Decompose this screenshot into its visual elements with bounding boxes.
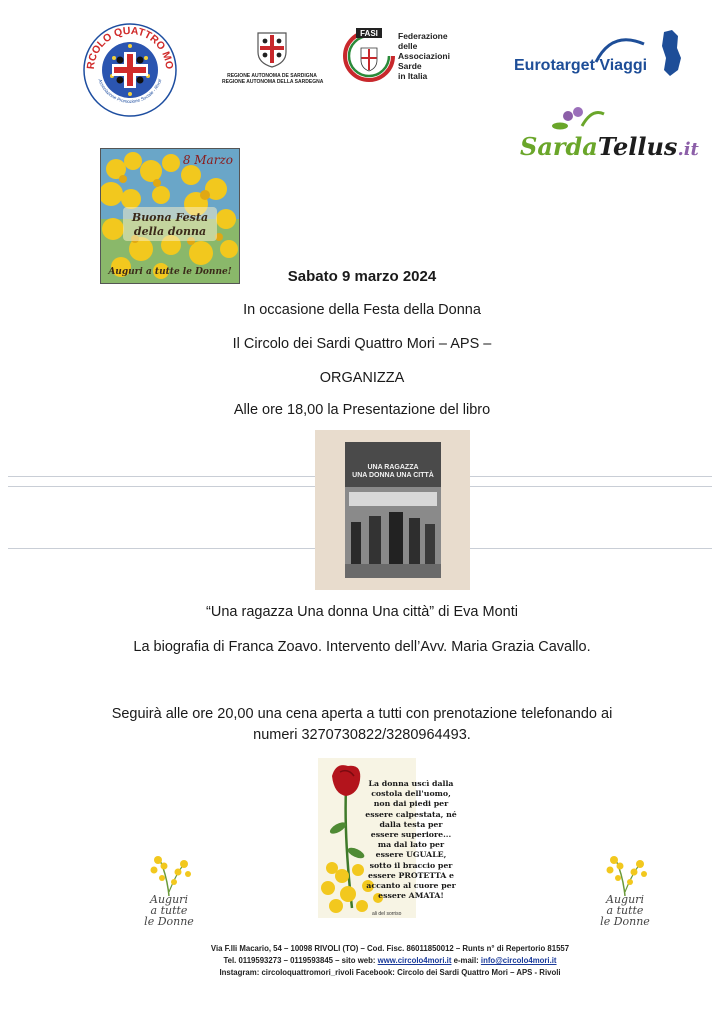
email-link[interactable]: info@circolo4mori.it: [480, 956, 557, 965]
book-cover-line: UNA RAGAZZA: [367, 464, 419, 471]
event-organizer: Il Circolo dei Sardi Quattro Mori – APS –: [232, 336, 492, 352]
quote-line: essere UGUALE,: [375, 850, 447, 860]
dinner-line-1: Seguirà alle ore 20,00 una cena aperta a tutti con prenotazione telefonando ai: [111, 706, 613, 722]
event-date: Sabato 9 marzo 2024: [287, 268, 437, 285]
eurotarget-name: Eurotarget Viaggi: [514, 57, 648, 74]
quote-line: accanto al cuore per: [366, 881, 456, 891]
fasi-text-line: Associazioni: [398, 51, 450, 61]
sardatellus-part2: Tellus: [597, 132, 678, 161]
mimosa-branch-icon: [590, 852, 660, 896]
book-cover-image: [315, 430, 470, 590]
quote-line: essere PROTETTA e: [368, 870, 454, 880]
circolo-sub-text: Associazione Promozione Sociale - Rivoli: [97, 78, 163, 104]
quote-line: La donna uscì dalla: [368, 779, 454, 788]
quote-line: essere AMATA!: [378, 891, 444, 901]
fasi-emblem-icon: [343, 26, 395, 82]
mimosa-caption-line: a tutte: [606, 904, 644, 917]
circolo-logo-emblem: [80, 20, 180, 120]
mimosa-side-left: [134, 852, 204, 932]
card-title-line: Buona Festa: [131, 211, 209, 224]
quote-line: sotto il braccio per: [369, 860, 453, 870]
event-organizza: ORGANIZZA: [319, 370, 405, 386]
mimosa-caption-line: Auguri: [150, 893, 188, 906]
sardatellus-name: [520, 132, 699, 161]
mimosa-side-right: [590, 852, 660, 932]
fasi-badge-text: FASI: [360, 29, 378, 38]
footer-contacts: [180, 956, 600, 965]
fasi-text-line: Federazione: [398, 31, 448, 41]
quote-text: [365, 779, 457, 901]
regione-crest-icon: [255, 30, 289, 68]
card-date: 8 Marzo: [182, 153, 233, 167]
sardatellus-part3: .it: [677, 139, 699, 160]
footer-social: Instagram: circoloquattromori_rivoli Facebook: Circolo dei Sardi Quattro Mori – APS - Rivoli: [219, 968, 561, 977]
footer-address: Via F.lli Macario, 54 – 10098 RIVOLI (TO) – Cod. Fisc. 86011850012 – Runts n° di Repertorio 81557: [210, 944, 570, 953]
quote-line: essere superiore...: [370, 830, 452, 840]
fasi-text-line: Sarde: [398, 61, 422, 71]
quote-line: dalla testa per: [379, 819, 443, 829]
eurotarget-arc-icon: [512, 26, 692, 84]
mimosa-caption-line: le Donne: [144, 915, 194, 928]
quote-signature: ali del sorriso: [372, 911, 402, 917]
footer-email-label: e-mail:: [451, 956, 481, 965]
book-cover-title: [345, 464, 441, 480]
book-bio-line: La biografia di Franca Zoavo. Intervento dell’Avv. Maria Grazia Cavallo.: [133, 639, 591, 655]
book-cover: [345, 442, 441, 578]
regione-sardegna-logo: [222, 30, 322, 92]
website-link[interactable]: www.circolo4mori.it: [377, 956, 452, 965]
event-presentation: Alle ore 18,00 la Presentazione del libro: [233, 402, 491, 418]
mimosa-caption: [134, 894, 204, 927]
regione-line-1: REGIONE AUTONOMA DE SARDIGNA: [227, 73, 317, 79]
regione-line-2: REGIONE AUTONOMA DELLA SARDEGNA: [222, 79, 324, 85]
fasi-text-line: in Italia: [398, 71, 428, 81]
quote-line: costola dell'uomo,: [371, 789, 451, 799]
card-title: [101, 211, 239, 239]
dinner-line-2: numeri 3270730822/3280964493.: [253, 727, 471, 743]
mimosa-branch-icon: [134, 852, 204, 896]
fasi-logo: [343, 26, 493, 86]
footer-phones: Tel. 0119593273 – 0119593845 – sito web:: [223, 956, 378, 965]
card-wish: Auguri a tutte le Donne!: [108, 267, 232, 277]
eurotarget-logo: [512, 26, 692, 84]
card-title-line: della donna: [133, 225, 207, 238]
fasi-text: [398, 31, 450, 81]
mimosa-caption: [590, 894, 660, 927]
mimosa-caption-line: a tutte: [150, 904, 188, 917]
quote-line: essere calpestata, né: [365, 809, 457, 819]
event-occasion: In occasione della Festa della Donna: [243, 302, 481, 318]
book-title-line: “Una ragazza Una donna Una città” di Eva Monti: [206, 604, 518, 620]
festa-donna-card: [100, 148, 240, 284]
mimosa-caption-line: le Donne: [600, 915, 650, 928]
sardatellus-grapes-icon: [548, 104, 608, 134]
quote-line: non dai piedi per: [373, 799, 449, 809]
sardatellus-part1: Sarda: [520, 132, 598, 161]
circolo-ring-text: RCOLO QUATTRO MO: [84, 24, 176, 70]
mimosa-caption-line: Auguri: [606, 893, 644, 906]
book-cover-photo: [345, 442, 441, 578]
book-cover-line: UNA DONNA UNA CITTÀ: [352, 472, 434, 479]
quote-line: ma dal lato per: [377, 840, 445, 850]
circolo-quattro-mori-logo: [80, 20, 180, 120]
fasi-text-line: delle: [398, 41, 418, 51]
sardatellus-logo: [520, 104, 699, 164]
